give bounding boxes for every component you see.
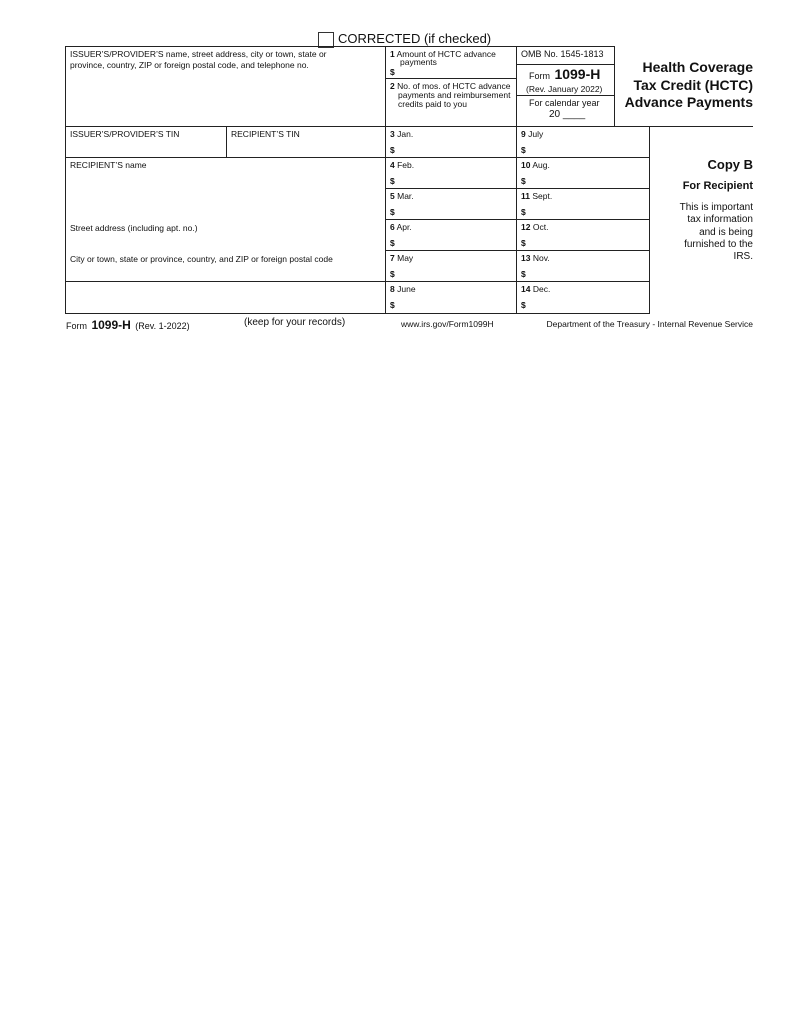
- box6-label: 6 Apr.: [390, 222, 412, 232]
- issuer-tin-label: ISSUER’S/PROVIDER’S TIN: [70, 129, 180, 139]
- box10-label: 10 Aug.: [521, 160, 550, 170]
- footer-url[interactable]: www.irs.gov/Form1099H: [401, 319, 494, 329]
- omb-bottom: [516, 64, 614, 65]
- box6-dollar[interactable]: $: [390, 238, 395, 248]
- box1-label-line2: payments: [400, 57, 437, 67]
- box11-dollar[interactable]: $: [521, 207, 526, 217]
- footer-form-id: Form 1099-H (Rev. 1-2022): [66, 318, 190, 332]
- form-id: Form 1099-H: [529, 66, 601, 82]
- footer-department: Department of the Treasury - Internal Revenue Service: [546, 319, 753, 329]
- calendar-year-field[interactable]: 20 ____: [549, 109, 586, 120]
- form-top-border: [65, 46, 614, 47]
- box4-label: 4 Feb.: [390, 160, 415, 170]
- tin-bottom: [65, 157, 385, 158]
- box4-dollar[interactable]: $: [390, 176, 395, 186]
- box8-label: 8 June: [390, 284, 416, 294]
- box14-label: 14 Dec.: [521, 284, 551, 294]
- month-row-line: [385, 157, 649, 158]
- form-revision: (Rev. January 2022): [526, 84, 603, 94]
- box9-dollar[interactable]: $: [521, 145, 526, 155]
- box3-label: 3 Jan.: [390, 129, 414, 139]
- box1-dollar: $: [390, 67, 395, 77]
- address-bottom: [65, 281, 385, 282]
- copy-subheading: For Recipient: [682, 180, 753, 192]
- copy-heading: Copy B: [707, 157, 753, 172]
- box2-label: 2 No. of mos. of HCTC advance: [390, 81, 511, 91]
- omb-number: OMB No. 1545-1813: [521, 49, 604, 59]
- box2-label-line3: credits paid to you: [398, 99, 467, 109]
- col-divider-2: [516, 46, 517, 314]
- box9-label: 9 July: [521, 129, 544, 139]
- tin-divider: [226, 126, 227, 157]
- box13-dollar[interactable]: $: [521, 269, 526, 279]
- box5-dollar[interactable]: $: [390, 207, 395, 217]
- form-left-border: [65, 46, 66, 314]
- issuer-label-line1: ISSUER’S/PROVIDER’S name, street address, city or town, state or: [70, 49, 327, 59]
- box8-dollar[interactable]: $: [390, 300, 395, 310]
- box14-dollar[interactable]: $: [521, 300, 526, 310]
- box3-dollar[interactable]: $: [390, 145, 395, 155]
- box12-dollar[interactable]: $: [521, 238, 526, 248]
- calendar-year-label: For calendar year: [529, 98, 600, 108]
- box13-label: 13 Nov.: [521, 253, 550, 263]
- copy-note: This is important tax information and is being furnished to the IRS.: [679, 202, 753, 263]
- box1-label: 1 Amount of HCTC advance: [390, 49, 496, 59]
- col-divider-3: [614, 46, 615, 127]
- month-row-line: [385, 250, 649, 251]
- form-title: Health Coverage Tax Credit (HCTC) Advance Payments: [624, 59, 753, 110]
- col-divider-4: [649, 126, 650, 314]
- recipient-name-label: RECIPIENT’S name: [70, 160, 147, 170]
- col-divider-1: [385, 46, 386, 314]
- box1-bottom: [385, 78, 516, 79]
- issuer-label-line2: province, country, ZIP or foreign postal code, and telephone no.: [70, 60, 309, 70]
- city-label: City or town, state or province, country, and ZIP or foreign postal code: [70, 254, 333, 264]
- box12-label: 12 Oct.: [521, 222, 549, 232]
- box11-label: 11 Sept.: [521, 191, 553, 201]
- street-address-label: Street address (including apt. no.): [70, 223, 198, 233]
- month-row-line: [385, 219, 649, 220]
- box10-dollar[interactable]: $: [521, 176, 526, 186]
- month-row-line: [385, 281, 649, 282]
- rev-bottom: [516, 95, 614, 96]
- recipient-tin-label: RECIPIENT’S TIN: [231, 129, 300, 139]
- corrected-label: CORRECTED (if checked): [338, 31, 492, 46]
- box2-label-line2: payments and reimbursement: [398, 90, 511, 100]
- box7-dollar[interactable]: $: [390, 269, 395, 279]
- month-row-line: [385, 188, 649, 189]
- footer-keep-note: (keep for your records): [244, 317, 346, 328]
- form-bottom-border: [65, 313, 650, 314]
- box7-label: 7 May: [390, 253, 414, 263]
- box5-label: 5 Mar.: [390, 191, 414, 201]
